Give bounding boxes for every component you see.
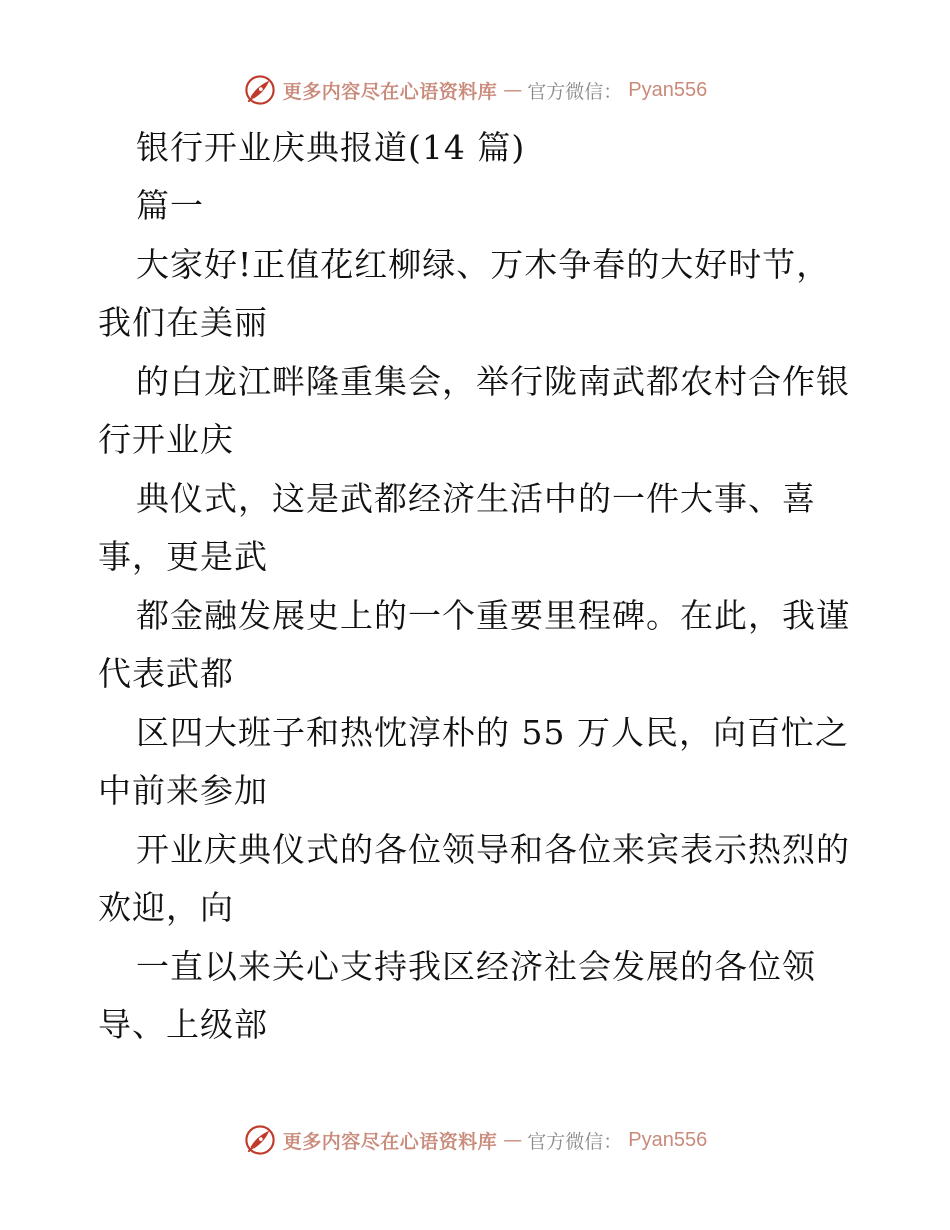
site-slogan: 更多内容尽在心语资料库	[282, 1130, 498, 1153]
separator-dash: —	[503, 1129, 522, 1151]
paragraph-line: 事，更是武	[98, 537, 268, 576]
header-watermark	[0, 70, 950, 110]
paragraph-line: 典仪式，这是武都经济生活中的一件大事、喜	[136, 479, 816, 518]
footer-watermark	[0, 1120, 950, 1160]
site-slogan: 更多内容尽在心语资料库	[282, 80, 498, 103]
paragraph-line: 中前来参加	[98, 771, 268, 810]
paragraph-line: 开业庆典仪式的各位领导和各位来宾表示热烈的	[136, 830, 850, 869]
paragraph-line: 导、上级部	[98, 1005, 268, 1044]
paragraph-line: 我们在美丽	[98, 303, 268, 342]
paragraph-line: 的白龙江畔隆重集会，举行陇南武都农村合作银	[136, 362, 850, 401]
paragraph-line: 区四大班子和热忱淳朴的 55 万人民，向百忙之	[136, 713, 849, 752]
section-heading: 篇一	[136, 186, 204, 225]
paragraph-line: 行开业庆	[98, 420, 234, 459]
paragraph-line: 代表武都	[98, 654, 234, 693]
document-title: 银行开业庆典报道(14 篇)	[136, 128, 526, 167]
wechat-label: 官方微信：	[527, 1130, 623, 1153]
wechat-label: 官方微信：	[527, 80, 623, 103]
paragraph-line: 欢迎，向	[98, 888, 234, 927]
pen-nib-logo-icon	[243, 73, 277, 107]
wechat-id: Pyan556	[628, 78, 708, 101]
paragraph-line: 一直以来关心支持我区经济社会发展的各位领	[136, 947, 816, 986]
paragraph-line: 都金融发展史上的一个重要里程碑。在此，我谨	[136, 596, 850, 635]
paragraph-line: 大家好!正值花红柳绿、万木争春的大好时节，	[136, 245, 831, 284]
separator-dash: —	[503, 79, 522, 101]
pen-nib-logo-icon	[243, 1123, 277, 1157]
wechat-id: Pyan556	[628, 1128, 708, 1151]
